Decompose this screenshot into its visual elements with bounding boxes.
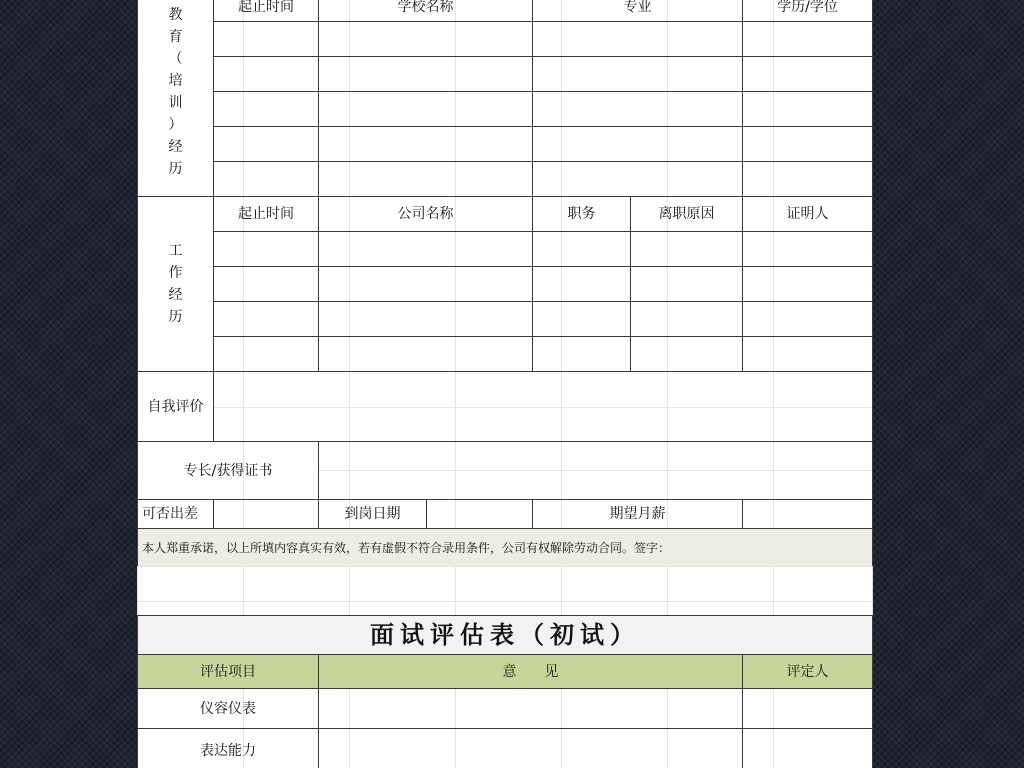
- edu-cell[interactable]: [318, 56, 533, 92]
- work-cell[interactable]: [742, 301, 873, 337]
- interview-header-item: 评估项目: [137, 654, 319, 689]
- skills-field[interactable]: [318, 441, 873, 500]
- edu-cell[interactable]: [213, 21, 319, 57]
- edu-cell[interactable]: [742, 21, 873, 57]
- edu-header-degree: 学历/学位: [742, 0, 873, 22]
- edu-cell[interactable]: [532, 21, 743, 57]
- edu-cell[interactable]: [213, 126, 319, 162]
- salary-field[interactable]: [742, 499, 873, 529]
- edu-cell[interactable]: [532, 126, 743, 162]
- edu-cell[interactable]: [532, 56, 743, 92]
- work-cell[interactable]: [532, 301, 631, 337]
- edu-char: ）: [168, 116, 183, 133]
- edu-cell[interactable]: [213, 91, 319, 127]
- edu-cell[interactable]: [532, 91, 743, 127]
- edu-char: 训: [168, 94, 183, 111]
- work-cell[interactable]: [318, 301, 533, 337]
- work-cell[interactable]: [213, 266, 319, 302]
- work-header-reason: 离职原因: [630, 196, 743, 232]
- arrival-date-label: 到岗日期: [318, 499, 427, 529]
- work-cell[interactable]: [213, 231, 319, 267]
- self-eval-field[interactable]: [213, 371, 873, 442]
- edu-char: 育: [168, 28, 183, 45]
- work-cell[interactable]: [630, 301, 743, 337]
- travel-field[interactable]: [213, 499, 319, 529]
- edu-char: 历: [168, 160, 183, 177]
- edu-cell[interactable]: [532, 161, 743, 197]
- interview-header-opinion: 意 见: [318, 654, 743, 689]
- work-cell[interactable]: [318, 336, 533, 372]
- work-char: 工: [168, 243, 183, 259]
- edu-header-major: 专业: [532, 0, 743, 22]
- work-char: 历: [168, 309, 183, 325]
- edu-cell[interactable]: [318, 91, 533, 127]
- work-cell[interactable]: [742, 231, 873, 267]
- work-char: 经: [168, 287, 183, 303]
- work-cell[interactable]: [532, 266, 631, 302]
- resume-sheet: [137, 0, 873, 768]
- work-cell[interactable]: [742, 336, 873, 372]
- edu-cell[interactable]: [318, 161, 533, 197]
- edu-cell[interactable]: [213, 56, 319, 92]
- work-cell[interactable]: [213, 336, 319, 372]
- interview-evaluator-field[interactable]: [742, 728, 873, 768]
- work-cell[interactable]: [213, 301, 319, 337]
- work-cell[interactable]: [630, 336, 743, 372]
- interview-item-label: 表达能力: [137, 728, 319, 768]
- work-header-reference: 证明人: [742, 196, 873, 232]
- interview-item-label: 仪容仪表: [137, 688, 319, 729]
- work-header-position: 职务: [532, 196, 631, 232]
- skills-label: 专长/获得证书: [137, 441, 319, 500]
- interview-title: 面试评估表（初试）: [137, 615, 873, 655]
- work-char: 作: [168, 265, 183, 281]
- education-section-label: [137, 0, 214, 197]
- work-cell[interactable]: [532, 336, 631, 372]
- interview-opinion-field[interactable]: [318, 688, 743, 729]
- edu-header-period: 起止时间: [213, 0, 319, 22]
- edu-cell[interactable]: [213, 161, 319, 197]
- travel-label: 可否出差: [137, 499, 214, 529]
- interview-evaluator-field[interactable]: [742, 688, 873, 729]
- edu-cell[interactable]: [742, 161, 873, 197]
- edu-cell[interactable]: [742, 91, 873, 127]
- edu-char: 培: [168, 72, 183, 89]
- signature-area[interactable]: [137, 566, 873, 616]
- edu-char: （: [168, 50, 183, 67]
- work-header-company: 公司名称: [318, 196, 533, 232]
- work-cell[interactable]: [318, 266, 533, 302]
- self-eval-label: 自我评价: [137, 371, 214, 442]
- edu-cell[interactable]: [742, 126, 873, 162]
- salary-label: 期望月薪: [532, 499, 743, 529]
- edu-char: 教: [168, 6, 183, 23]
- edu-cell[interactable]: [742, 56, 873, 92]
- edu-cell[interactable]: [318, 21, 533, 57]
- work-cell[interactable]: [742, 266, 873, 302]
- interview-header-evaluator: 评定人: [742, 654, 873, 689]
- work-cell[interactable]: [630, 266, 743, 302]
- work-header-period: 起止时间: [213, 196, 319, 232]
- work-cell[interactable]: [630, 231, 743, 267]
- work-cell[interactable]: [318, 231, 533, 267]
- interview-opinion-field[interactable]: [318, 728, 743, 768]
- edu-header-school: 学校名称: [318, 0, 533, 22]
- edu-cell[interactable]: [318, 126, 533, 162]
- arrival-date-field[interactable]: [426, 499, 533, 529]
- work-cell[interactable]: [532, 231, 631, 267]
- edu-char: 经: [168, 138, 183, 155]
- pledge-text: 本人郑重承诺，以上所填内容真实有效，若有虚假不符合录用条件，公司有权解除劳动合同。签字：: [137, 528, 873, 567]
- work-section-label: [137, 196, 214, 372]
